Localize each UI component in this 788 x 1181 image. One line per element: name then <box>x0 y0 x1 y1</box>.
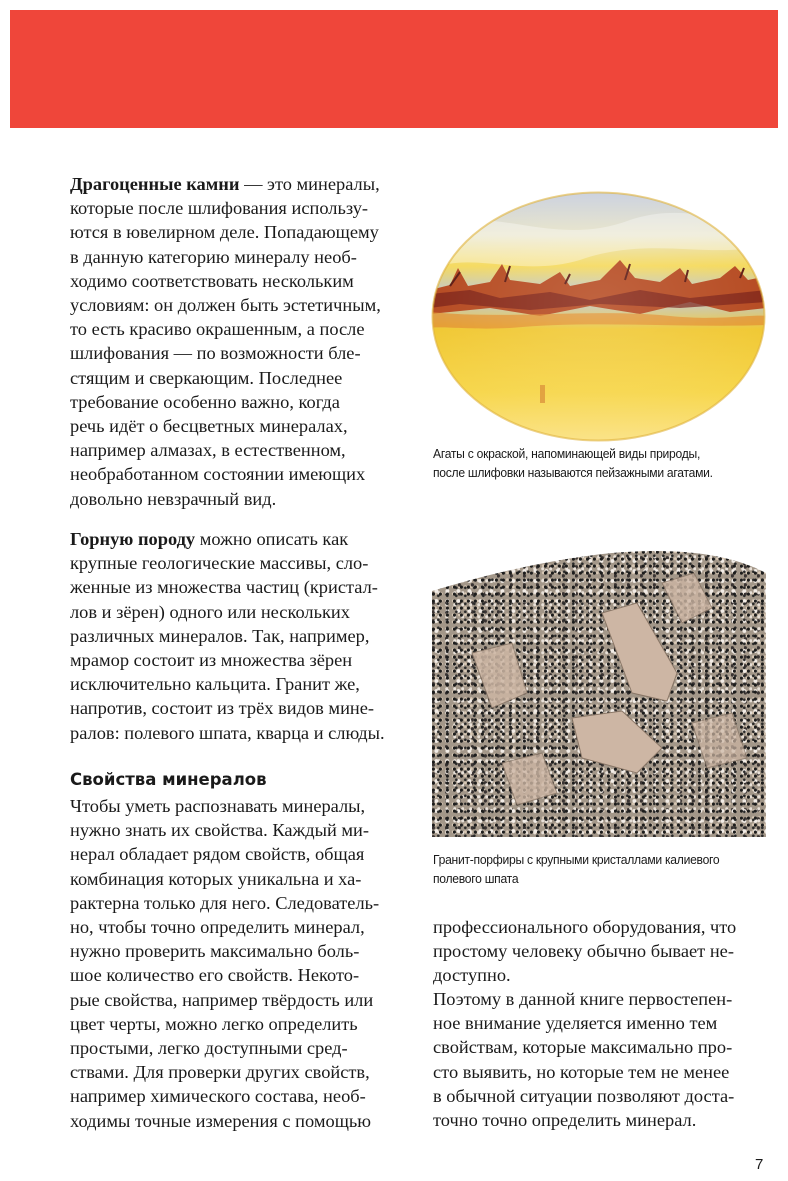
text-line: в обычной ситуации позволяют доста- <box>433 1085 735 1106</box>
paragraph-rock <box>70 527 404 745</box>
text-line: но, чтобы точно определить минерал, <box>70 917 365 938</box>
text-line: свойствам, которые максимально про- <box>433 1037 733 1058</box>
text-line: например алмазах, в естественном, <box>70 440 346 461</box>
text-line: напротив, состоит из трёх видов мине- <box>70 698 375 719</box>
granite-image <box>432 543 766 837</box>
header-banner <box>10 10 778 128</box>
text-line: различных минералов. Так, например, <box>70 625 370 646</box>
text-line: стящим и сверкающим. Последнее <box>70 367 343 388</box>
text-line: сто выявить, но которые тем не менее <box>433 1061 730 1082</box>
text-line: в данную категорию минералу необ- <box>70 246 357 267</box>
text-line: рактерна только для него. Следователь- <box>70 892 380 913</box>
text-line: исключительно кальцита. Гранит же, <box>70 674 360 695</box>
text-line: лов и зёрен) одного или нескольких <box>70 601 350 622</box>
section-heading: Свойства минералов <box>70 770 267 789</box>
text-line: необработанном состоянии имеющих <box>70 464 366 485</box>
text-line: Чтобы уметь распознавать минералы, <box>70 796 366 816</box>
caption-line: Гранит-порфиры с крупными кристаллами калиевого <box>433 852 720 867</box>
text-line: — это минералы, <box>239 174 380 194</box>
term-rock: Горную породу <box>70 529 196 549</box>
text-line: которые после шлифования использу- <box>70 198 369 219</box>
text-line: рые свойства, например твёрдость или <box>70 989 374 1010</box>
text-line: ствами. Для проверки других свойств, <box>70 1062 370 1083</box>
text-line: нужно проверить максимально боль- <box>70 941 360 962</box>
text-line: ходимы точные измерения с помощью <box>70 1110 371 1131</box>
text-line: например химического состава, необ- <box>70 1086 366 1107</box>
text-line: речь идёт о бесцветных минералах, <box>70 416 348 437</box>
text-line: доступно. <box>433 965 511 986</box>
paragraph-book-focus <box>433 987 767 1132</box>
text-line: простому человеку обычно бывает не- <box>433 941 734 962</box>
text-line: цвет черты, можно легко определить <box>70 1013 358 1034</box>
caption-line: Агаты с окраской, напоминающей виды природы, <box>433 446 701 461</box>
page-number: 7 <box>755 1156 764 1173</box>
granite-caption <box>433 850 719 888</box>
text-line: ное внимание уделяется именно тем <box>433 1013 718 1034</box>
text-line: простыми, легко доступными сред- <box>70 1038 348 1059</box>
text-line: шое количество его свойств. Некото- <box>70 965 360 986</box>
text-line: условиям: он должен быть эстетичным, <box>70 295 381 316</box>
text-line: ралов: полевого шпата, кварца и слюды. <box>70 722 385 743</box>
text-line: мрамор состоит из множества зёрен <box>70 650 353 671</box>
text-line: ходимо соответствовать нескольким <box>70 270 354 291</box>
text-line: требование особенно важно, когда <box>70 391 340 412</box>
text-line: Поэтому в данной книге первостепен- <box>433 989 733 1009</box>
text-line: ются в ювелирном деле. Попадающему <box>70 222 379 243</box>
text-line: нерал обладает рядом свойств, общая <box>70 844 365 865</box>
agate-caption <box>433 444 713 482</box>
text-line: то есть красиво окрашенным, а после <box>70 319 365 340</box>
text-line: точно точно определить минерал. <box>433 1110 697 1131</box>
caption-line: после шлифовки называются пейзажными агатами. <box>433 465 713 480</box>
paragraph-gemstones <box>70 172 404 511</box>
text-line: профессионального оборудования, что <box>433 917 737 937</box>
text-line: шлифования — по возможности бле- <box>70 343 361 364</box>
paragraph-continuation <box>433 915 767 988</box>
agate-image <box>430 190 767 443</box>
text-line: можно описать как <box>195 529 349 549</box>
text-line: женные из множества частиц (кристал- <box>70 577 378 598</box>
text-line: нужно знать их свойства. Каждый ми- <box>70 820 369 841</box>
text-line: крупные геологические массивы, сло- <box>70 553 369 574</box>
caption-line: полевого шпата <box>433 871 519 886</box>
paragraph-properties <box>70 794 404 1133</box>
text-line: довольно невзрачный вид. <box>70 488 277 509</box>
text-line: комбинация которых уникальна и ха- <box>70 868 362 889</box>
term-gemstones: Драгоценные камни <box>70 174 240 194</box>
